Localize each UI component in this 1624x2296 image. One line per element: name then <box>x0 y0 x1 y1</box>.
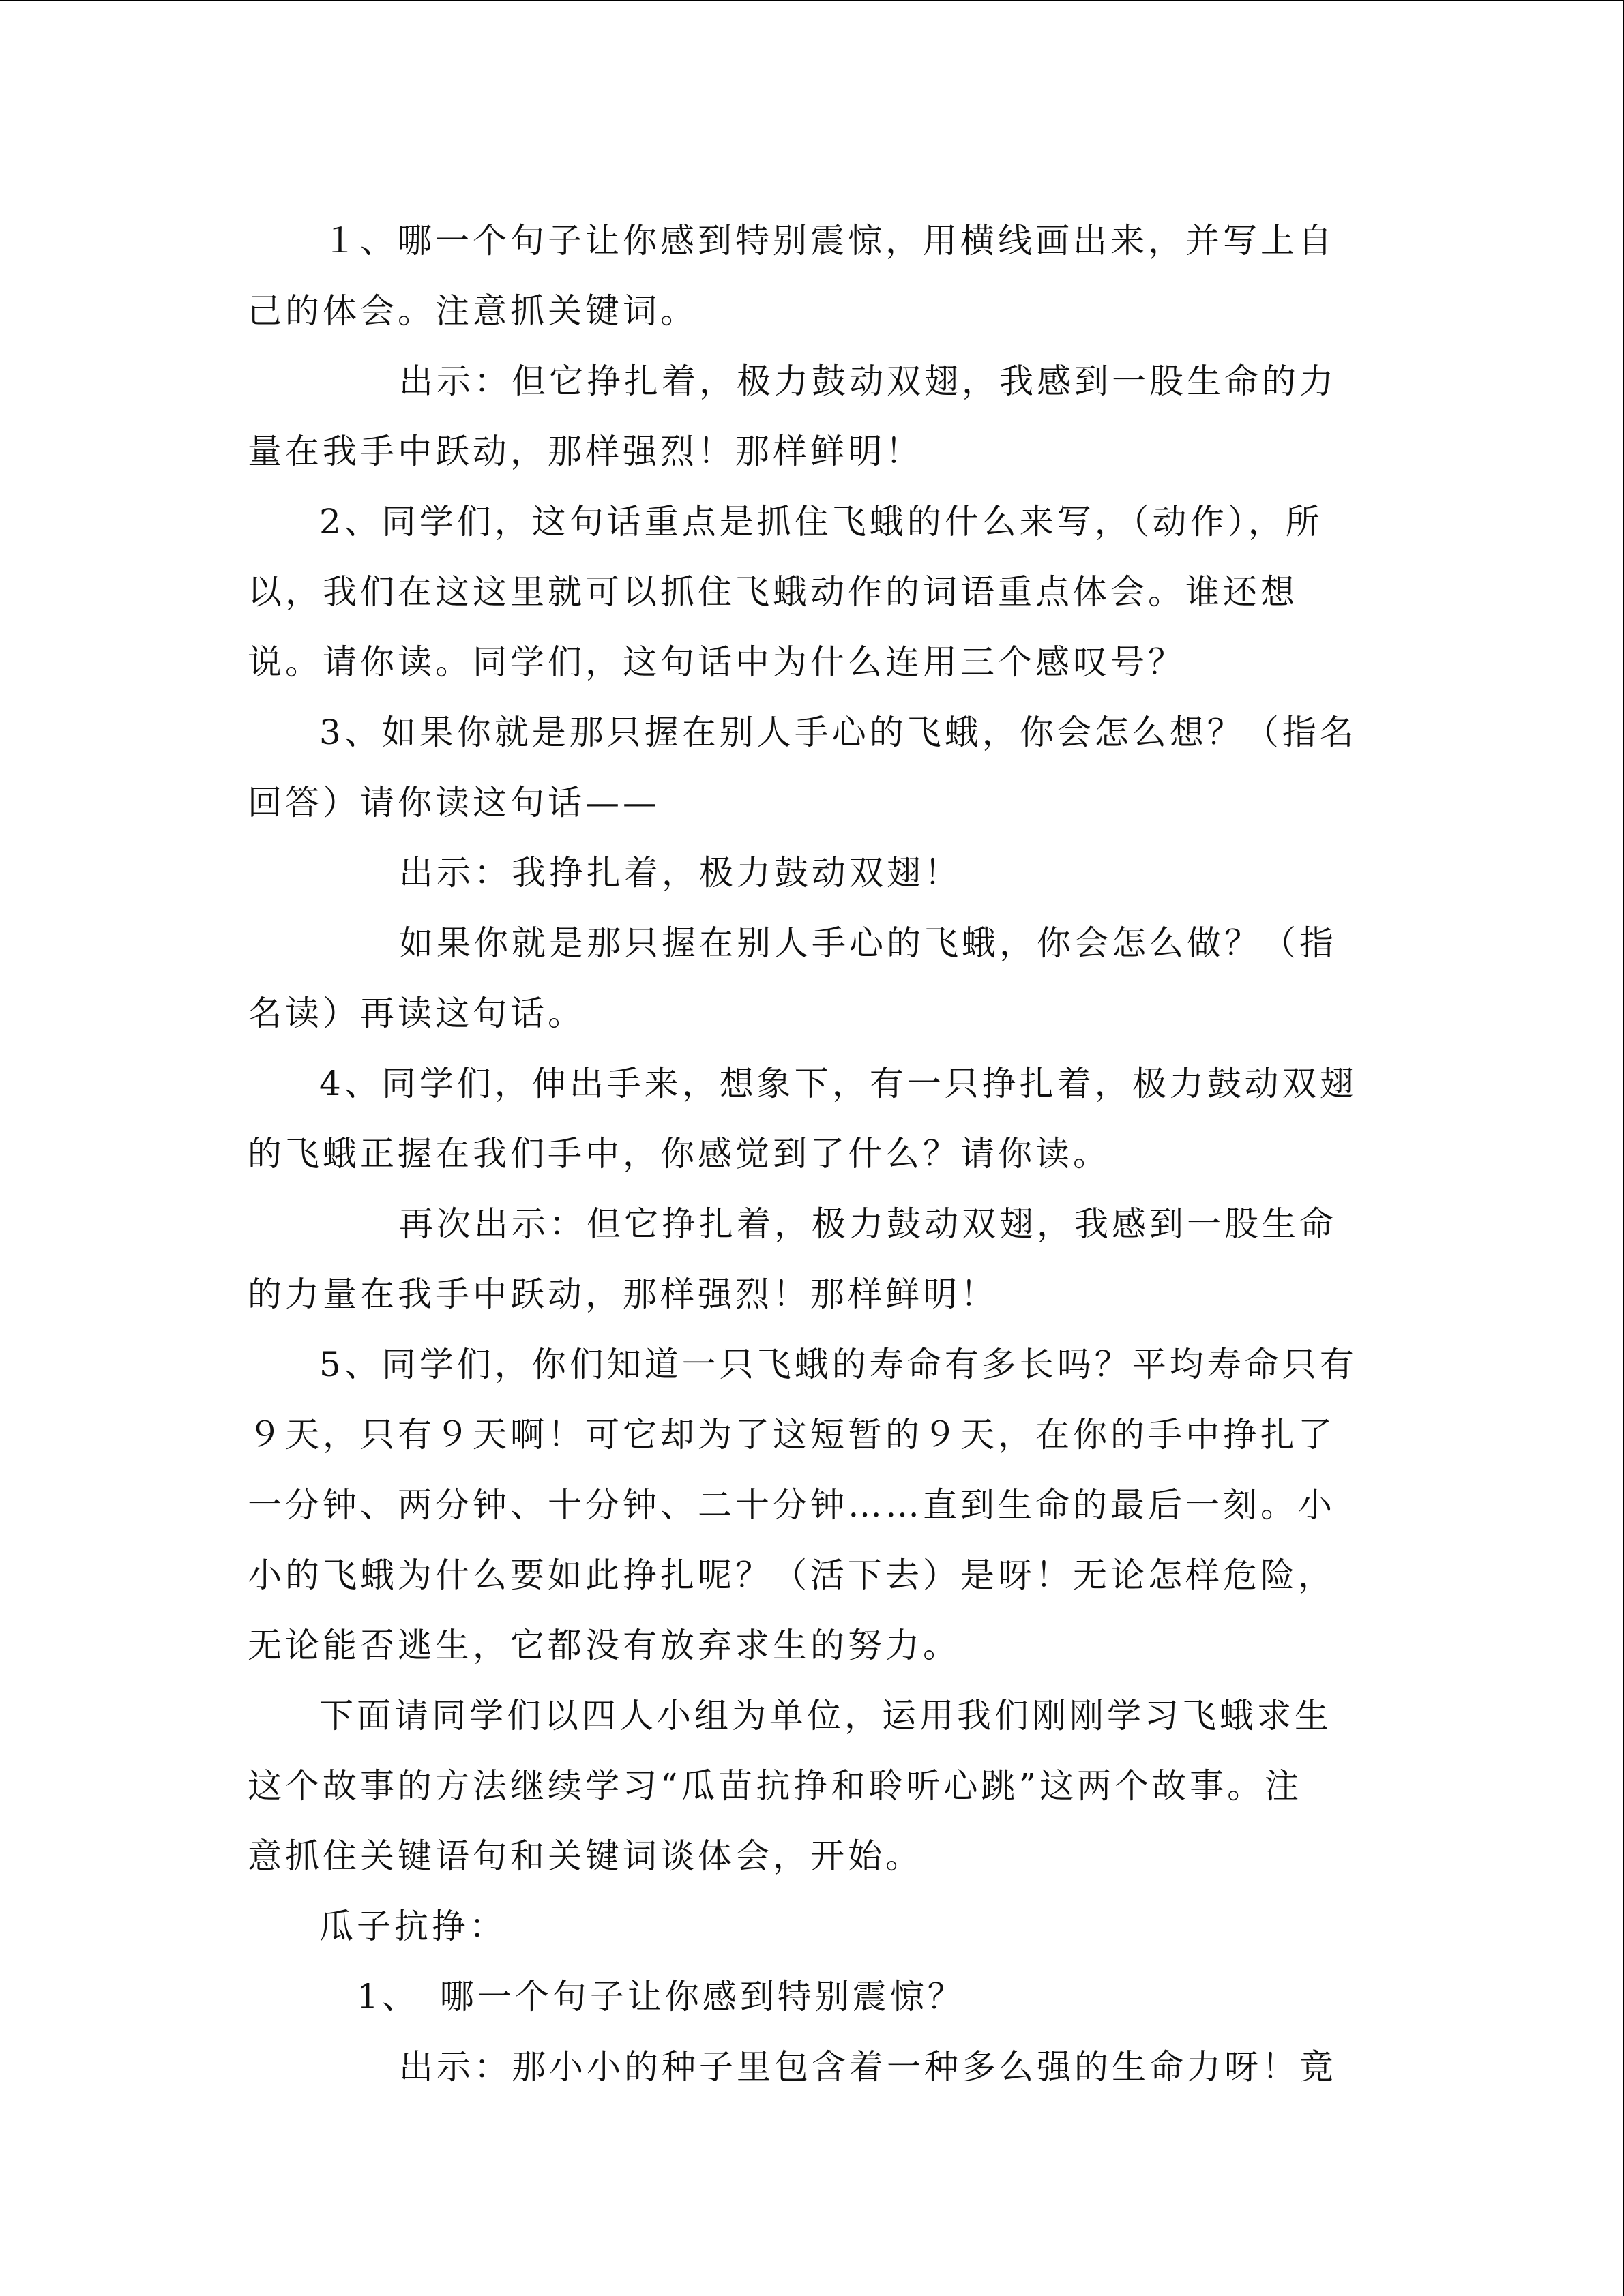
text-line: 如果你就是那只握在别人手心的飞蛾，你会怎么做？（指 <box>399 923 1337 963</box>
text-line: 名读）再读这句话。 <box>248 994 585 1033</box>
text-line: 一分钟、两分钟、十分钟、二十分钟……直到生命的最后一刻。小 <box>248 1485 1335 1525</box>
text-line: ９天，只有９天啊！可它却为了这短暂的９天，在你的手中挣扎了 <box>248 1415 1335 1455</box>
document-body <box>248 206 1380 2102</box>
text-line: 下面请同学们以四人小组为单位，运用我们刚刚学习飞蛾求生 <box>319 1696 1332 1735</box>
text-line: 的力量在我手中跃动，那样强烈！那样鲜明！ <box>248 1274 998 1314</box>
text-line: 4、同学们，伸出手来，想象下，有一只挣扎着，极力鼓动双翅 <box>319 1064 1357 1103</box>
text-line: 出示：但它挣扎着，极力鼓动双翅，我感到一股生命的力 <box>399 361 1337 401</box>
text-line: 量在我手中跃动，那样强烈！那样鲜明！ <box>248 432 923 471</box>
text-line: 小的飞蛾为什么要如此挣扎呢？（活下去）是呀！无论怎样危险， <box>248 1555 1335 1595</box>
text-line: 出示：那小小的种子里包含着一种多么强的生命力呀！竟 <box>399 2047 1337 2087</box>
text-line: 出示：我挣扎着，极力鼓动双翅！ <box>399 853 962 893</box>
text-line: 的飞蛾正握在我们手中，你感觉到了什么？请你读。 <box>248 1134 1110 1174</box>
text-line: 这个故事的方法继续学习“瓜苗抗挣和聆听心跳”这两个故事。注 <box>248 1766 1303 1806</box>
text-line: 无论能否逃生，它都没有放弃求生的努力。 <box>248 1626 960 1665</box>
text-line: １、哪一个句子让你感到特别震惊，用横线画出来，并写上自 <box>323 221 1335 260</box>
text-line: 2、同学们，这句话重点是抓住飞蛾的什么来写，（动作），所 <box>319 502 1323 541</box>
text-line: 说。请你读。同学们，这句话中为什么连用三个感叹号？ <box>248 642 1185 682</box>
text-line: 5、同学们，你们知道一只飞蛾的寿命有多长吗？平均寿命只有 <box>319 1345 1357 1384</box>
text-line: 瓜子抗挣： <box>319 1907 507 1946</box>
text-line: 1、 哪一个句子让你感到特别震惊？ <box>357 1977 965 2016</box>
text-line: 意抓住关键语句和关键词谈体会，开始。 <box>248 1836 923 1876</box>
text-line: 以，我们在这这里就可以抓住飞蛾动作的词语重点体会。谁还想 <box>248 572 1298 612</box>
text-line: 再次出示：但它挣扎着，极力鼓动双翅，我感到一股生命 <box>399 1204 1337 1244</box>
text-line: 回答）请你读这句话—— <box>248 783 660 822</box>
text-line: 3、如果你就是那只握在别人手心的飞蛾，你会怎么想？（指名 <box>319 713 1357 752</box>
text-line: 己的体会。注意抓关键词。 <box>248 291 698 331</box>
